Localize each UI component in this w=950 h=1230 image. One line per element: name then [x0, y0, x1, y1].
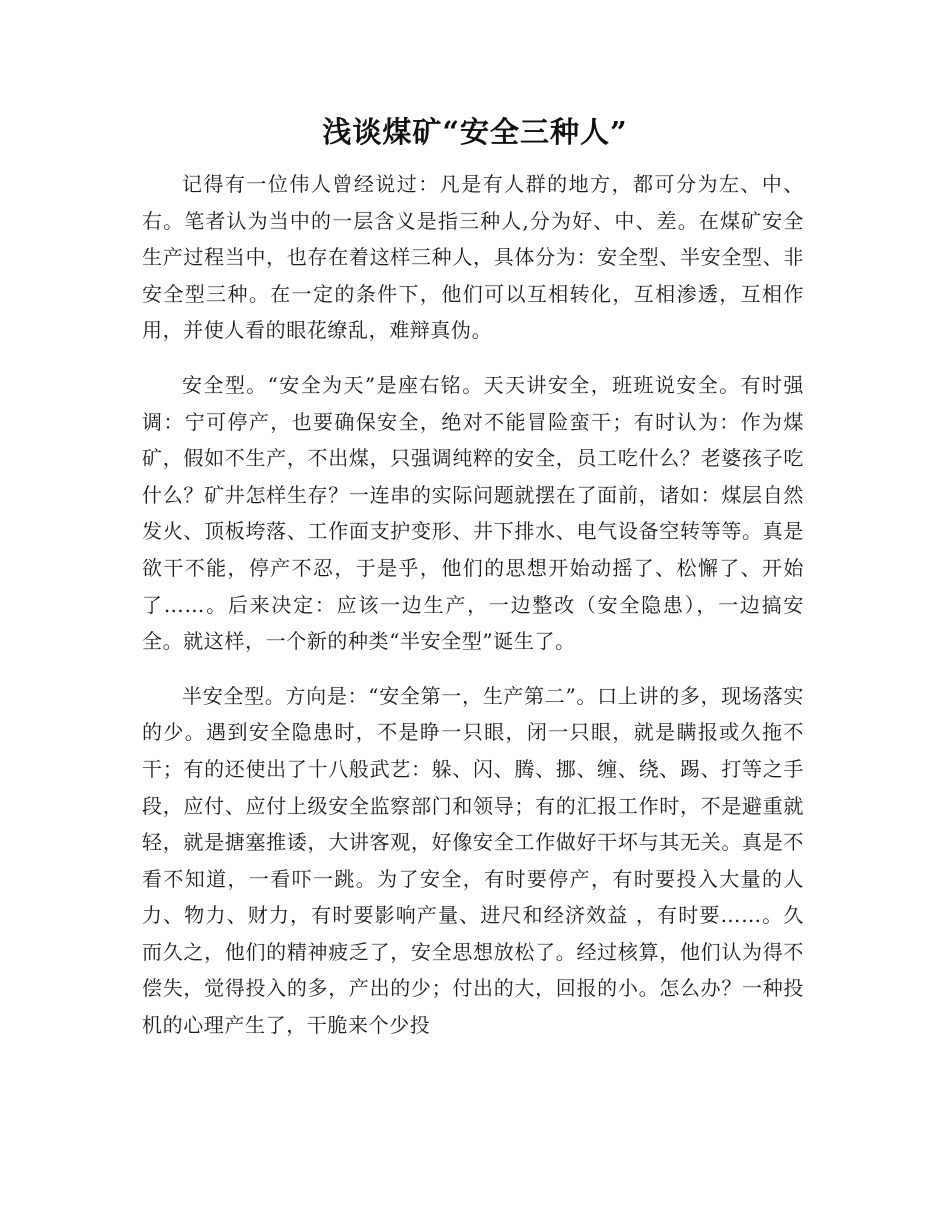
- paragraph-semi-safe-type: 半安全型。方向是：“安全第一，生产第二”。口上讲的多，现场落实的少。遇到安全隐患时，不是睁一只眼，闭一只眼，就是瞒报或久拖不干；有的还使出了十八般武艺：躲、闪、腾、挪、缠、绕、踢、打等之手段，应付、应付上级安全监察部门和领导；有的汇报工作时，不是避重就轻，就是搪塞推诿，大讲客观，好像安全工作做好干坏与其无关。真是不看不知道，一看吓一跳。为了安全，有时要停产，有时要投入大量的人力、物力、财力，有时要影响产量、进尺和经济效益 ，有时要……。久而久之，他们的精神疲乏了，安全思想放松了。经过核算，他们认为得不偿失，觉得投入的多，产出的少；付出的大，回报的小。怎么办？一种投机的心理产生了，干脆来个少投: [142, 683, 804, 1038]
- paragraph-safe-type: 安全型。“安全为天”是座右铭。天天讲安全，班班说安全。有时强调：宁可停产，也要确保安全，绝对不能冒险蛮干；有时认为：作为煤矿，假如不生产，不出煤，只强调纯粹的安全，员工吃什么？老婆孩子吃什么？矿井怎样生存？一连串的实际问题就摆在了面前，诸如：煤层自然发火、顶板垮落、工作面支护变形、井下排水、电气设备空转等等。真是欲干不能，停产不忍，于是乎，他们的思想开始动摇了、松懈了、开始了……。后来决定：应该一边生产，一边整改（安全隐患），一边搞安全。就这样，一个新的种类“半安全型”诞生了。: [142, 372, 804, 654]
- document-title: 浅谈煤矿“安全三种人”: [322, 115, 628, 149]
- paragraph-intro: 记得有一位伟人曾经说过：凡是有人群的地方，都可分为左、中、右。笔者认为当中的一层含义是指三种人,分为好、中、差。在煤矿安全生产过程当中，也存在着这样三种人，具体分为：安全型、半安全型、非安全型三种。在一定的条件下，他们可以互相转化，互相渗透，互相作用，并使人看的眼花缭乱，难辩真伪。: [142, 172, 804, 343]
- document-body: [142, 166, 804, 1062]
